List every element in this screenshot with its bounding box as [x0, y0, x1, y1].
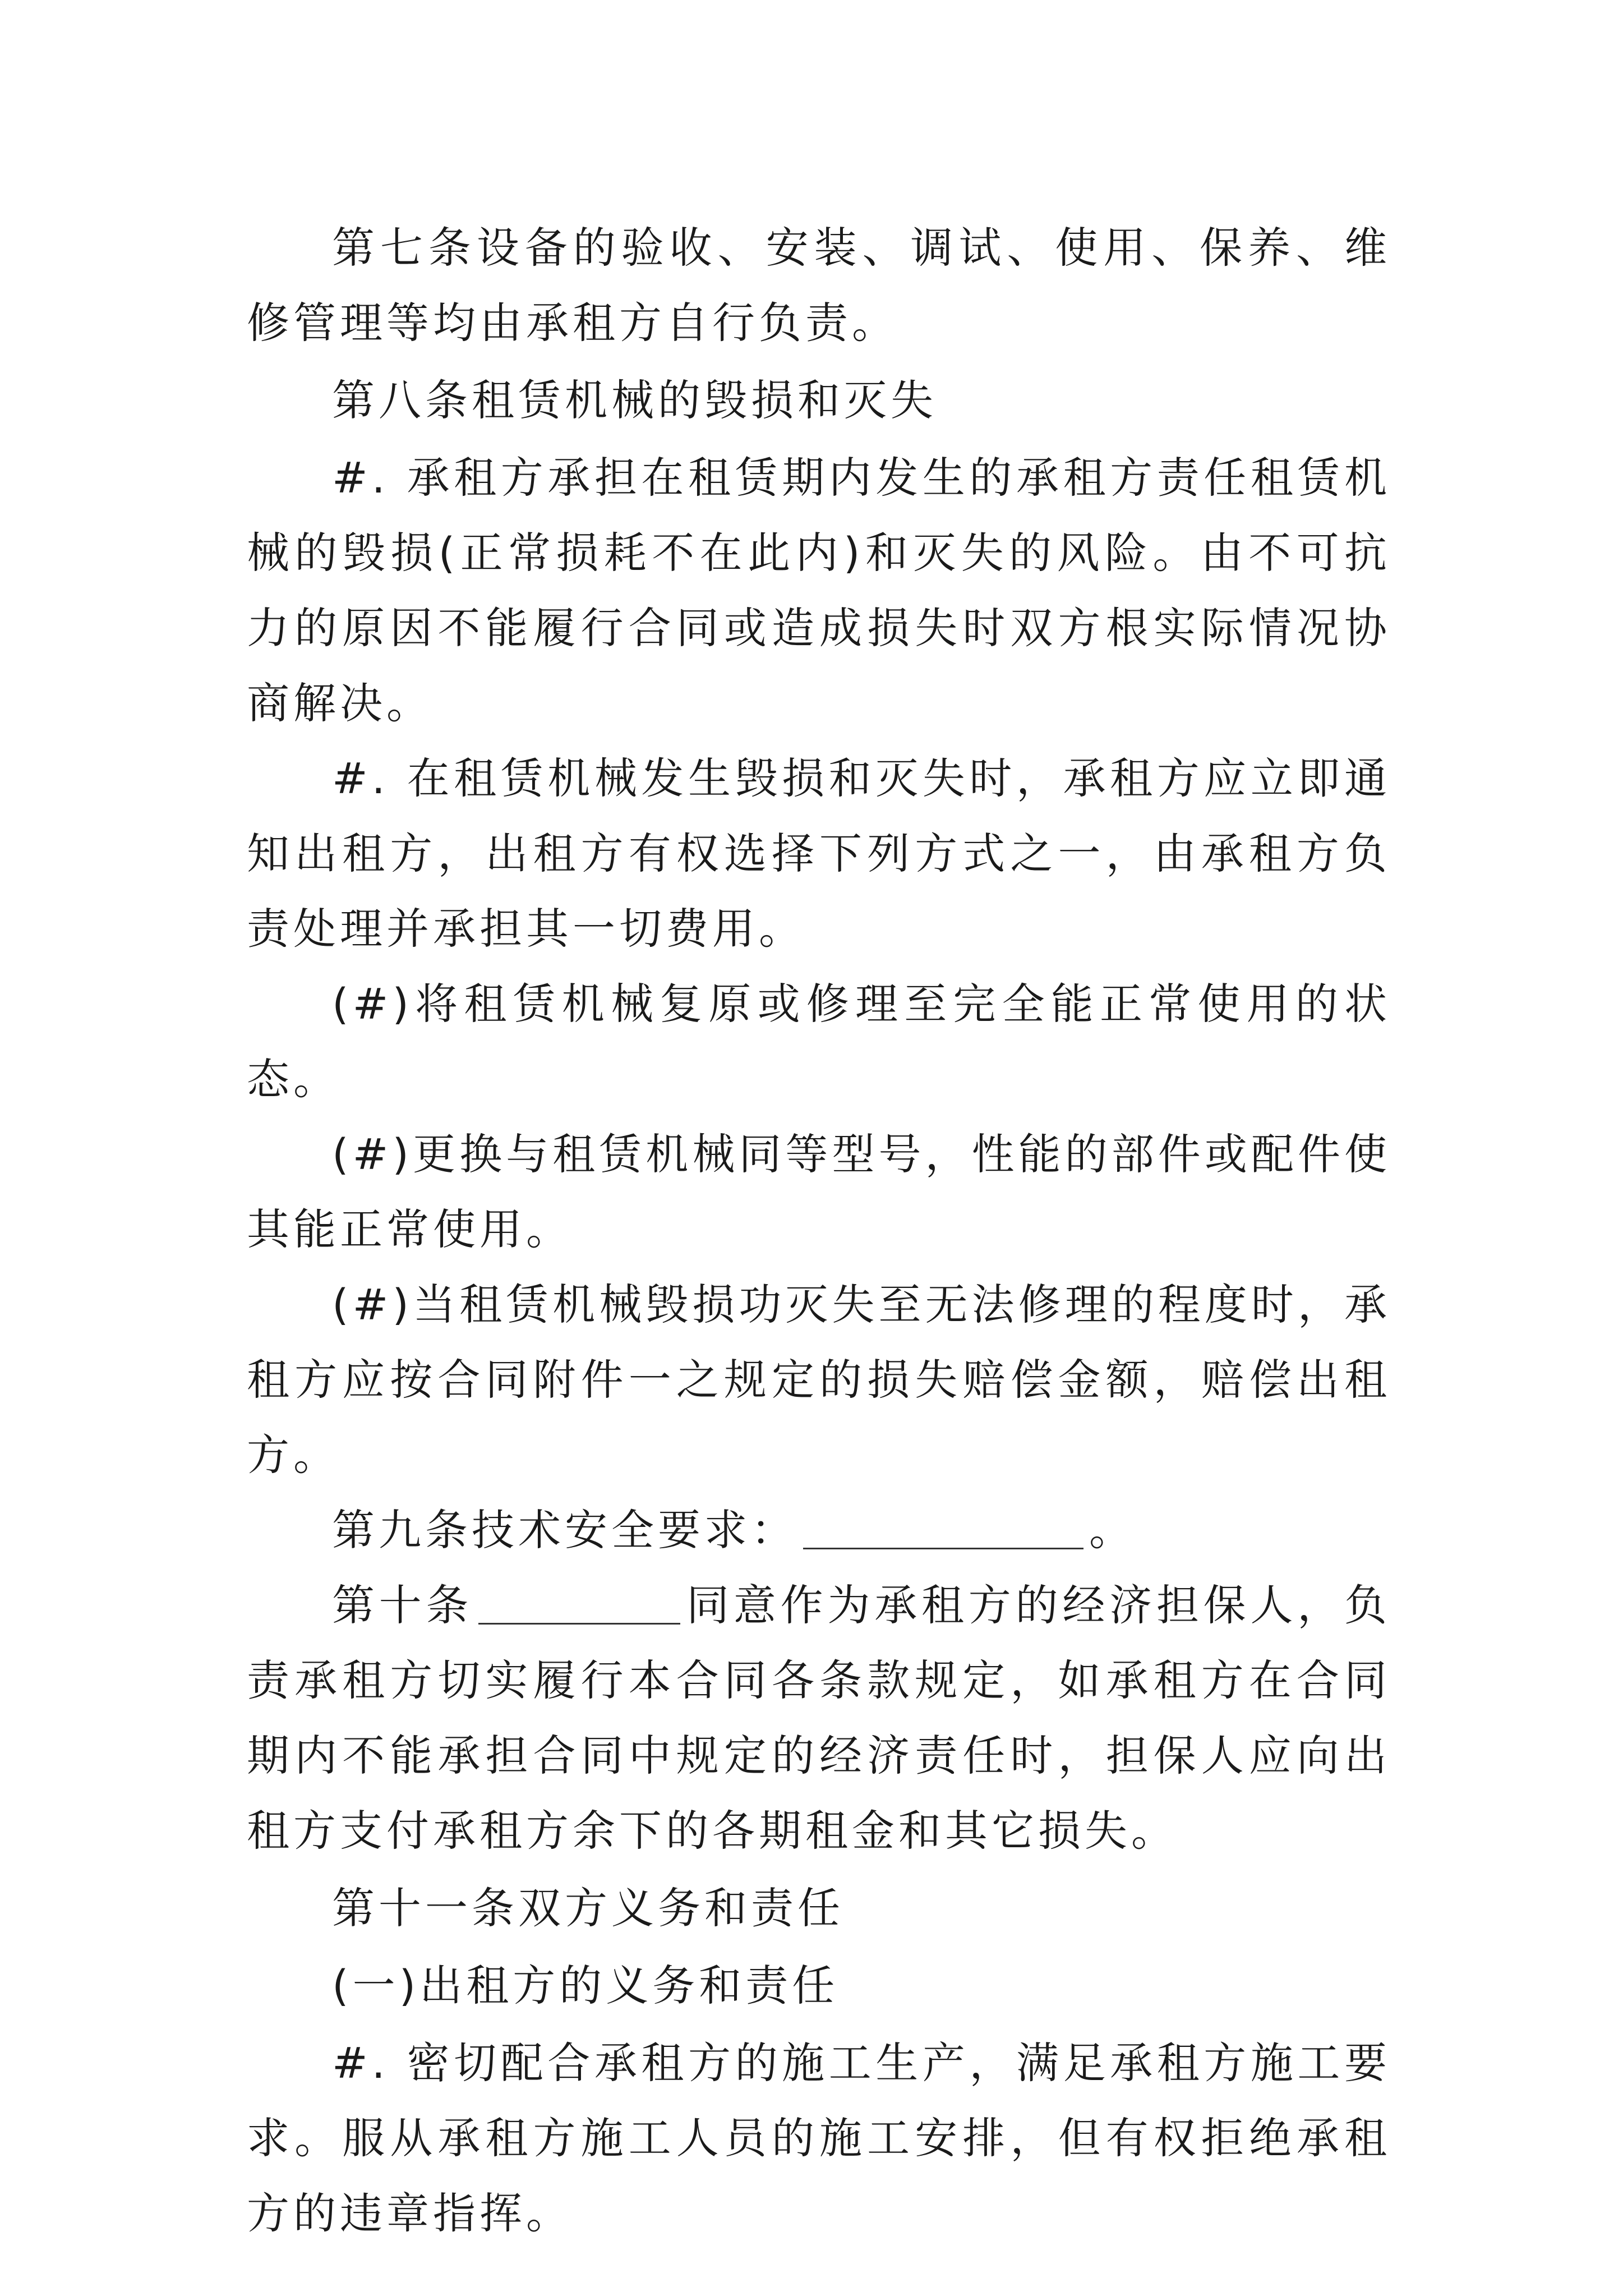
article-8-option-c: (#)当租赁机械毁损功灭失至无法修理的程度时，承租方应按合同附件一之规定的损失赔偿金额，赔偿出租方。 [247, 1280, 1391, 1480]
technical-safety-blank [803, 1508, 1083, 1549]
article-9-suffix: 。 [1089, 1505, 1136, 1555]
article-10-text: 同意作为承租方的经济担保人，负责承租方切实履行本合同各条款规定，如承租方在合同期内不能承担合同中规定的经济责任时，担保人应向出租方支付承租方余下的各期租金和其它损失。 [247, 1580, 1391, 1856]
article-11-section-1-heading: (一)出租方的义务和责任 [332, 1961, 839, 2010]
article-7-paragraph: 第七条设备的验收、安装、调试、使用、保养、维修管理等均由承租方自行负责。 [247, 223, 1391, 348]
article-10-prefix: 第十条 [332, 1580, 473, 1630]
article-9-paragraph [247, 1493, 1391, 1568]
article-8-clause-1: #. 承租方承担在租赁期内发生的承租方责任租赁机械的毁损(正常损耗不在此内)和灭失的风险。由不可抗力的原因不能履行合同或造成损失时双方根实际情况协商解决。 [247, 453, 1391, 728]
article-8-option-b: (#)更换与租赁机械同等型号，性能的部件或配件使其能正常使用。 [247, 1129, 1391, 1254]
article-11-clause-1: #. 密切配合承租方的施工生产，满足承租方施工要求。服从承租方施工人员的施工安排，但有权拒绝承租方的违章指挥。 [247, 2038, 1391, 2238]
article-8-heading: 第八条租赁机械的毁损和灭失 [332, 375, 937, 425]
article-9-prefix: 第九条技术安全要求： [332, 1505, 797, 1555]
article-8-option-a: (#)将租赁机械复原或修理至完全能正常使用的状态。 [247, 979, 1391, 1104]
article-11-heading: 第十一条双方义务和责任 [332, 1883, 844, 1933]
guarantor-blank [478, 1584, 680, 1625]
article-8-clause-2: #. 在租赁机械发生毁损和灭失时，承租方应立即通知出租方，出租方有权选择下列方式之一，由承租方负责处理并承担其一切费用。 [247, 753, 1391, 954]
document-body [247, 210, 1391, 2251]
article-10-paragraph [247, 1568, 1391, 1869]
